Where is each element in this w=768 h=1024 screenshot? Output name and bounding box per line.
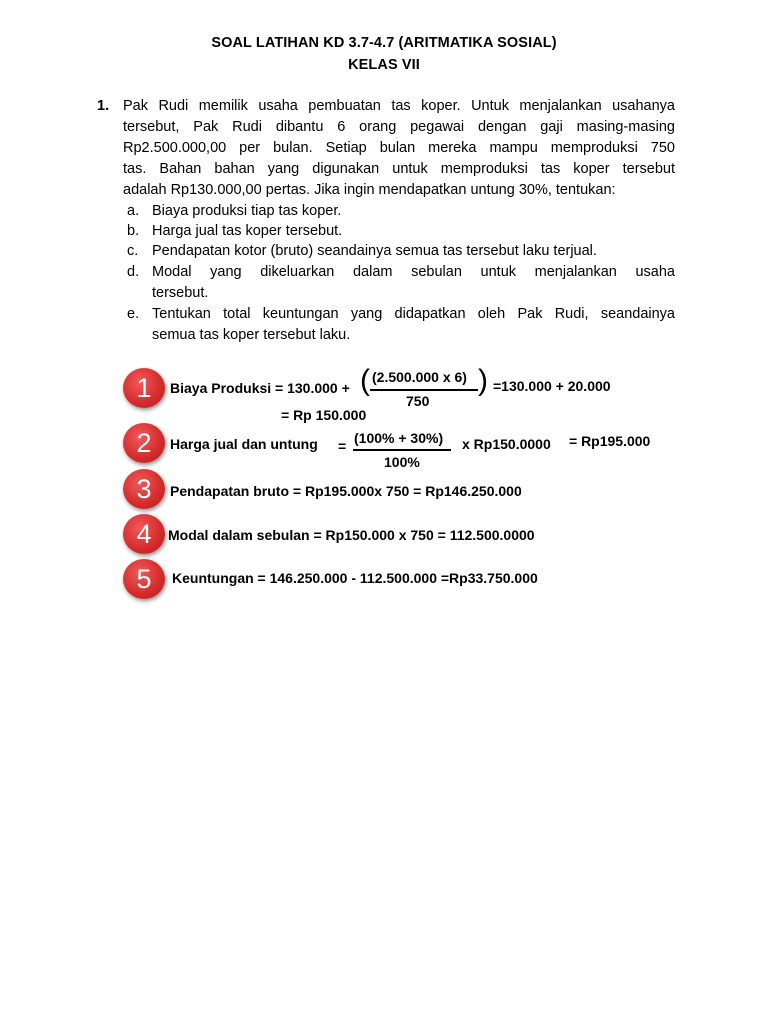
sub-item-letter: e. (127, 306, 140, 322)
answer-1-right: =130.000 + 20.000 (493, 378, 611, 394)
answer-1-result: = Rp 150.000 (281, 407, 367, 423)
step-3-badge: 3 (123, 469, 165, 509)
fraction-bar (353, 449, 451, 451)
answer-2-multiplier: x Rp150.0000 (462, 436, 551, 452)
answer-4-text: Modal dalam sebulan = Rp150.000 x 750 = 112.500.0000 (168, 527, 535, 543)
answer-2-result: = Rp195.000 (569, 433, 651, 449)
answer-5-text: Keuntungan = 146.250.000 - 112.500.000 =Rp33.750.000 (172, 570, 538, 586)
answer-1-left: Biaya Produksi = 130.000 + (170, 380, 350, 396)
sub-item-letter: b. (127, 223, 140, 239)
sub-item-text: semua tas koper tersebut laku. (152, 327, 351, 343)
question-line: Rp2.500.000,00 per bulan. Setiap bulan mereka mampu memproduksi 750 (123, 140, 675, 156)
sub-item-text: Biaya produksi tiap tas koper. (152, 203, 342, 219)
close-paren: ) (478, 364, 488, 397)
sub-item-text: tersebut. (152, 285, 209, 301)
step-2-badge: 2 (123, 423, 165, 463)
question-line: Pak Rudi memilik usaha pembuatan tas koper. Untuk menjalankan usahanya (123, 98, 675, 114)
answer-3-text: Pendapatan bruto = Rp195.000x 750 = Rp146.250.000 (170, 483, 522, 499)
sub-item-text: Harga jual tas koper tersebut. (152, 223, 343, 239)
question-number: 1. (97, 98, 110, 114)
answer-2-numerator: (100% + 30%) (354, 430, 444, 446)
sub-item-letter: a. (127, 203, 140, 219)
open-paren: ( (360, 364, 370, 397)
sub-item-text: Pendapatan kotor (bruto) seandainya semua tas tersebut laku terjual. (152, 243, 597, 259)
answer-2-left: Harga jual dan untung (170, 436, 318, 452)
sub-item-text: Tentukan total keuntungan yang didapatkan oleh Pak Rudi, seandainya (152, 306, 675, 322)
answer-1-denominator: 750 (406, 393, 430, 409)
step-5-badge: 5 (123, 559, 165, 599)
document-title: SOAL LATIHAN KD 3.7-4.7 (ARITMATIKA SOSIAL) (211, 35, 557, 51)
sub-item-text: Modal yang dikeluarkan dalam sebulan untuk menjalankan usaha (152, 264, 675, 280)
step-4-badge: 4 (123, 514, 165, 554)
question-line: tas. Bahan bahan yang digunakan untuk memproduksi tas koper tersebut (123, 161, 675, 177)
question-line: adalah Rp130.000,00 pertas. Jika ingin mendapatkan untung 30%, tentukan: (123, 182, 616, 198)
answer-2-denominator: 100% (384, 454, 420, 470)
step-1-badge: 1 (123, 368, 165, 408)
answer-2-equals: = (338, 438, 347, 454)
document-subtitle: KELAS VII (348, 57, 420, 73)
fraction-bar (370, 389, 478, 391)
answer-1-numerator: (2.500.000 x 6) (372, 369, 467, 385)
question-line: tersebut, Pak Rudi dibantu 6 orang pegawai dengan gaji masing-masing (123, 119, 675, 135)
sub-item-letter: c. (127, 243, 139, 259)
sub-item-letter: d. (127, 264, 140, 280)
